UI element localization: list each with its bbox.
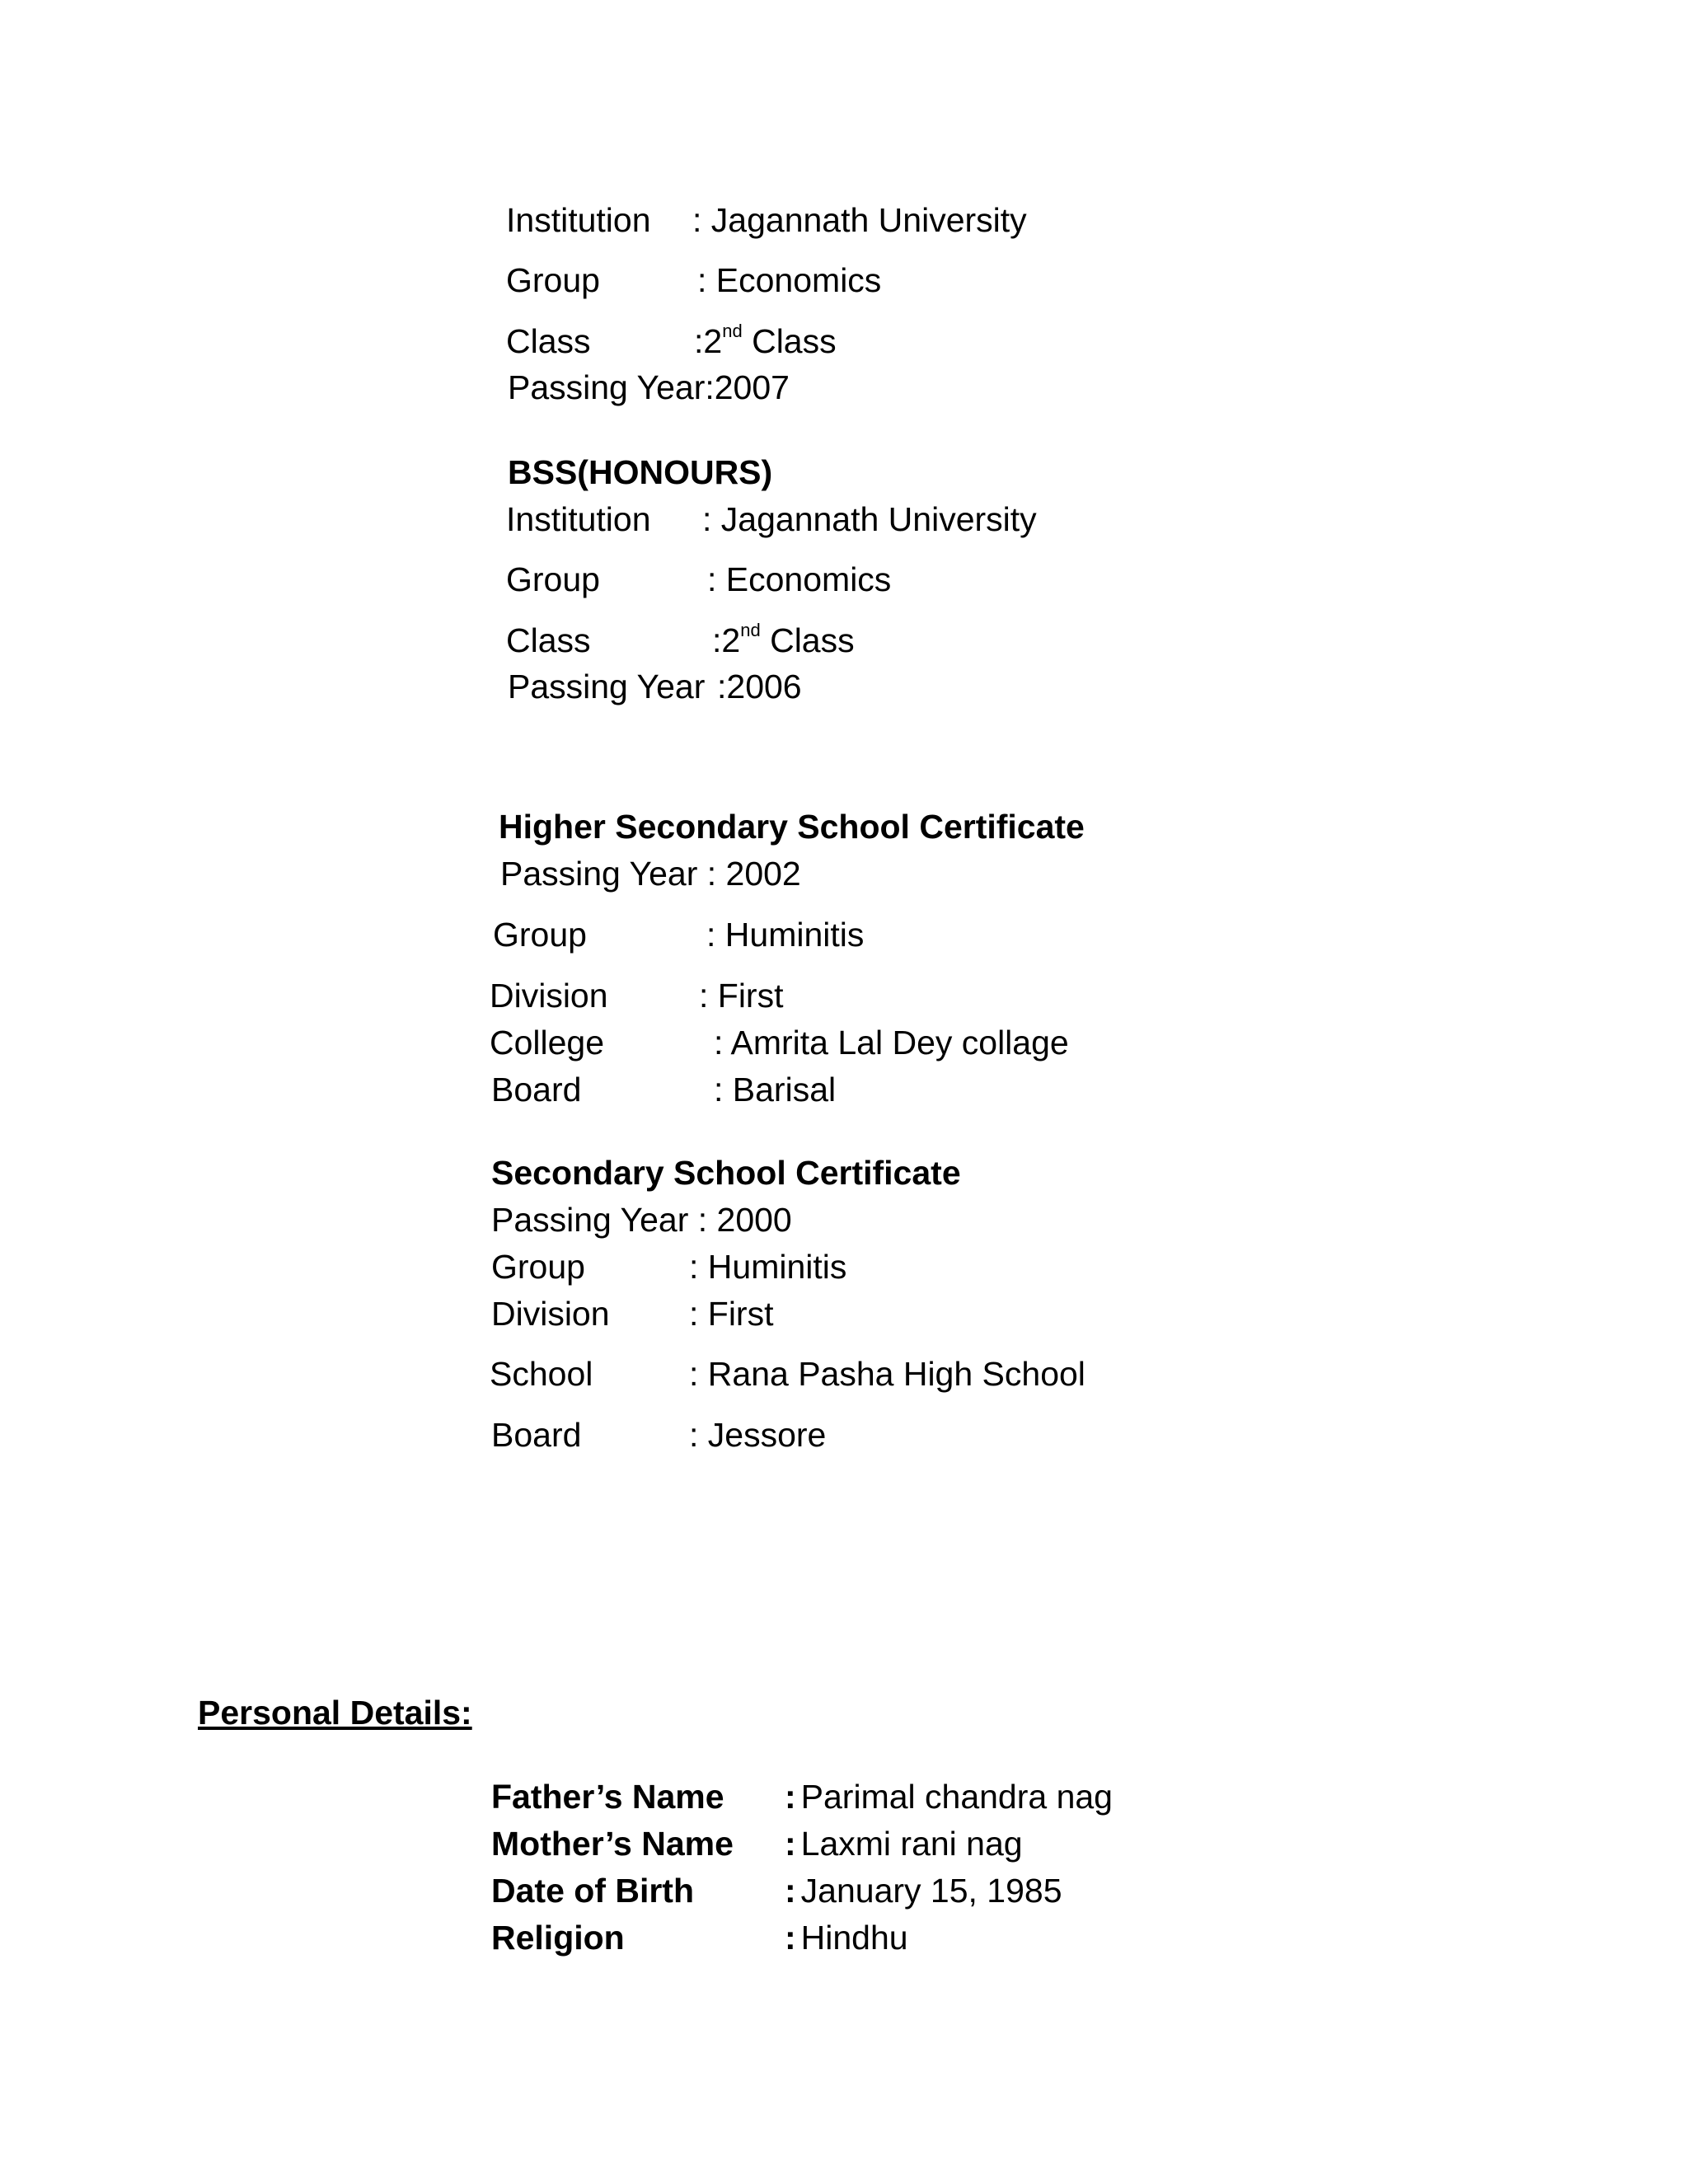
- masters-class-label: Class: [506, 322, 591, 360]
- personal-value-father: Parimal chandra nag: [800, 1778, 1113, 1816]
- masters-group-label: Group: [506, 261, 600, 299]
- ssc-school-row: [490, 1353, 1085, 1394]
- masters-class-prefix: :2: [694, 322, 723, 360]
- hsc-passing-year-row: [500, 853, 801, 894]
- personal-row-dob: [491, 1870, 1062, 1911]
- personal-row-mother: [491, 1823, 1023, 1864]
- personal-colon-father: :: [785, 1778, 796, 1816]
- masters-institution-label: Institution: [506, 201, 651, 239]
- ssc-group-row: [491, 1246, 846, 1287]
- hsc-college-label: College: [490, 1024, 605, 1062]
- personal-value-dob: January 15, 1985: [800, 1872, 1062, 1910]
- hsc-board-row: [491, 1069, 836, 1110]
- ssc-board-row: [491, 1414, 826, 1455]
- masters-institution-value: : Jagannath University: [692, 201, 1027, 239]
- personal-value-mother: Laxmi rani nag: [800, 1825, 1023, 1863]
- bss-passing-year-row: [508, 666, 802, 707]
- masters-class-sup: nd: [722, 321, 743, 342]
- personal-colon-dob: :: [785, 1872, 796, 1910]
- masters-group-row: [506, 260, 881, 301]
- hsc-board-label: Board: [491, 1071, 582, 1108]
- ssc-board-value: : Jessore: [689, 1416, 827, 1454]
- hsc-group-row: [493, 914, 864, 955]
- bss-class-prefix: :2: [712, 621, 741, 659]
- bss-class-row: [506, 620, 855, 661]
- masters-class-row: [506, 321, 837, 362]
- personal-row-religion: [491, 1917, 908, 1958]
- ssc-passing-year: Passing Year : 2000: [491, 1201, 792, 1239]
- ssc-passing-year-row: [491, 1199, 792, 1240]
- masters-passing-year: Passing Year:2007: [508, 368, 790, 406]
- hsc-college-row: [490, 1022, 1069, 1063]
- ssc-division-label: Division: [491, 1295, 610, 1333]
- ssc-heading: Secondary School Certificate: [491, 1154, 961, 1192]
- bss-group-row: [506, 559, 891, 600]
- ssc-group-value: : Huminitis: [689, 1248, 847, 1286]
- ssc-division-row: [491, 1293, 773, 1334]
- masters-passing-year-row: [508, 367, 790, 408]
- ssc-group-label: Group: [491, 1248, 585, 1286]
- personal-label-dob: Date of Birth: [491, 1872, 694, 1910]
- ssc-school-value: : Rana Pasha High School: [689, 1355, 1085, 1393]
- personal-colon-religion: :: [785, 1919, 796, 1957]
- bss-class-value: [712, 620, 855, 661]
- hsc-division-value: : First: [699, 977, 784, 1015]
- masters-class-suffix: Class: [742, 322, 837, 360]
- bss-group-label: Group: [506, 560, 600, 598]
- hsc-group-label: Group: [493, 916, 587, 954]
- bss-group-value: : Economics: [707, 560, 892, 598]
- hsc-college-value: : Amrita Lal Dey collage: [714, 1024, 1069, 1062]
- hsc-group-value: : Huminitis: [706, 916, 865, 954]
- bss-class-suffix: Class: [760, 621, 855, 659]
- bss-passing-year-value: :2006: [717, 668, 802, 705]
- bss-institution-label: Institution: [506, 500, 651, 538]
- personal-value-religion: Hindhu: [800, 1919, 908, 1957]
- hsc-heading: Higher Secondary School Certificate: [499, 808, 1085, 846]
- masters-class-value: [694, 321, 837, 362]
- bss-institution-row: [506, 499, 1037, 540]
- ssc-board-label: Board: [491, 1416, 582, 1454]
- bss-institution-value: : Jagannath University: [702, 500, 1037, 538]
- personal-label-father: Father’s Name: [491, 1778, 724, 1816]
- personal-label-religion: Religion: [491, 1919, 625, 1957]
- masters-institution-row: [506, 199, 1027, 241]
- personal-row-father: [491, 1776, 1113, 1817]
- bss-heading: BSS(HONOURS): [508, 453, 773, 491]
- masters-group-value: : Economics: [697, 261, 882, 299]
- ssc-division-value: : First: [689, 1295, 774, 1333]
- hsc-passing-year: Passing Year : 2002: [500, 855, 801, 893]
- bss-class-sup: nd: [740, 620, 761, 641]
- hsc-division-row: [490, 975, 783, 1016]
- hsc-division-label: Division: [490, 977, 608, 1015]
- hsc-board-value: : Barisal: [714, 1071, 837, 1108]
- bss-class-label: Class: [506, 621, 591, 659]
- bss-passing-year-label: Passing Year: [508, 668, 706, 705]
- personal-colon-mother: :: [785, 1825, 796, 1863]
- ssc-school-label: School: [490, 1355, 593, 1393]
- personal-details-title: Personal Details:: [198, 1694, 472, 1732]
- personal-label-mother: Mother’s Name: [491, 1825, 734, 1863]
